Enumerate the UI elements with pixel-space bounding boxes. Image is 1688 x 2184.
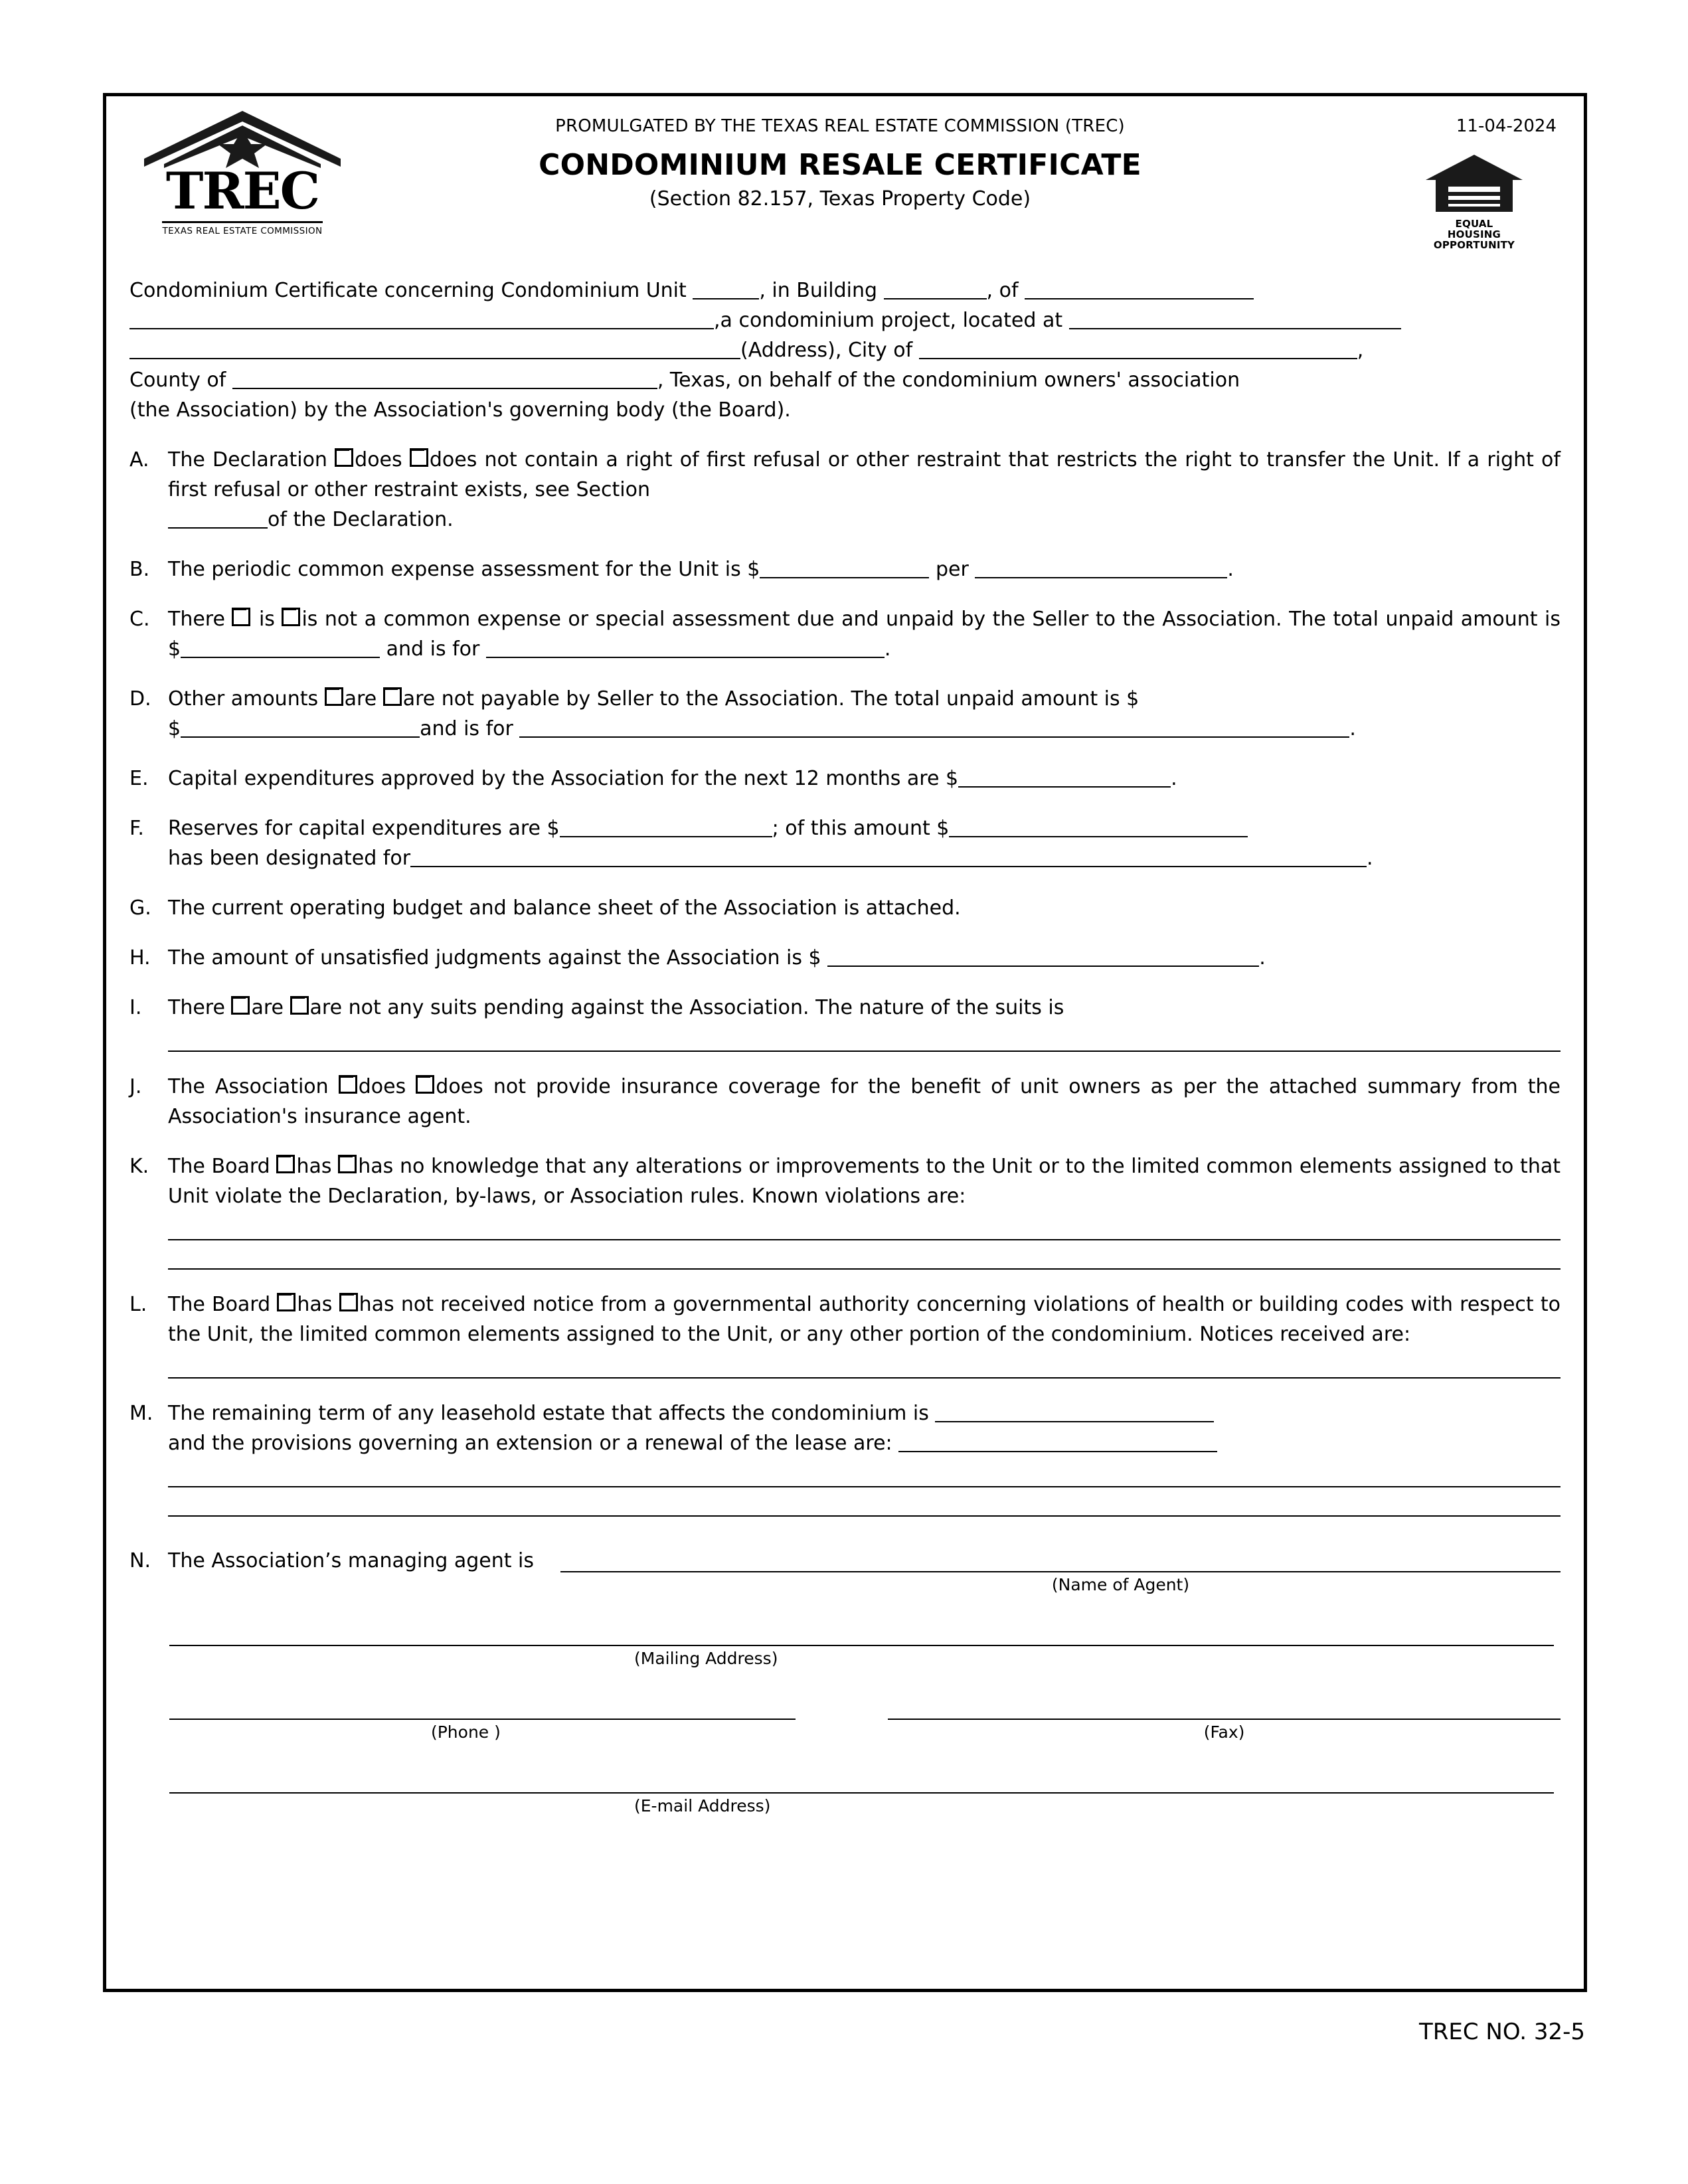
item-d	[129, 684, 1561, 744]
item-b-content: The periodic common expense assessment for the Unit is $ per .	[168, 558, 1234, 581]
item-i	[129, 993, 1561, 1052]
designated-for-blank[interactable]	[410, 846, 1367, 867]
item-j-label: J.	[129, 1075, 142, 1098]
item-a-content: The Declaration does does not contain a right of first refusal or other restraint that restricts the right to transfer the Unit. If a right of first refusal or other restraint exists, see Section of the Declaration.	[168, 448, 1561, 531]
suits-nature-blank[interactable]	[168, 1023, 1561, 1052]
page-subtitle: (Section 82.157, Texas Property Code)	[649, 187, 1031, 210]
checkbox-board-has-knowledge[interactable]	[276, 1155, 295, 1173]
checkbox-assessment-is-not[interactable]	[282, 608, 300, 626]
declaration-section-blank[interactable]	[168, 507, 268, 529]
known-violations-blank-2[interactable]	[168, 1240, 1561, 1270]
document-header	[129, 110, 1561, 269]
agent-fax-caption: (Fax)	[1203, 1722, 1245, 1742]
item-b	[129, 554, 1561, 584]
lease-extension-blank[interactable]	[898, 1431, 1217, 1452]
item-k	[129, 1151, 1561, 1270]
intro-line-2: ,a condominium project, located at	[129, 305, 1561, 335]
unit-blank[interactable]	[693, 278, 759, 299]
agent-fax-blank[interactable]	[888, 1696, 1561, 1720]
header-center	[349, 116, 1331, 210]
item-m-label: M.	[129, 1402, 153, 1425]
reserves-amount-blank[interactable]	[560, 816, 772, 837]
checkbox-assessment-is[interactable]	[232, 608, 250, 626]
item-k-label: K.	[129, 1155, 149, 1178]
item-f-label: F.	[129, 817, 144, 840]
item-f-content: Reserves for capital expenditures are $ ; of this amount $ has been designated for .	[168, 817, 1373, 870]
checkbox-insurance-does[interactable]	[339, 1075, 357, 1094]
trec-house-icon	[143, 110, 342, 168]
leasehold-term-blank[interactable]	[935, 1401, 1214, 1422]
checkbox-declaration-does[interactable]	[335, 448, 353, 467]
item-a-label: A.	[129, 448, 149, 471]
agent-name-blank[interactable]	[560, 1547, 1561, 1572]
house-icon	[1424, 153, 1524, 217]
project-name-blank[interactable]	[129, 308, 714, 329]
item-k-content: The Board has has no knowledge that any alterations or improvements to the Unit or to the limited common elements assigned to that Unit violate the Declaration, by-laws, or Association rules. Known violations are:	[168, 1151, 1561, 1270]
intro-line-5: (the Association) by the Association's governing body (the Board).	[129, 398, 791, 422]
item-m-content: The remaining term of any leasehold estate that affects the condominium is and the provisions governing an extension or a renewal of the lease are:	[168, 1398, 1561, 1517]
checkbox-suits-are-not[interactable]	[290, 996, 309, 1015]
checkbox-board-has-no-knowledge[interactable]	[338, 1155, 357, 1173]
item-l-label: L.	[129, 1293, 147, 1316]
checkbox-board-has-notice[interactable]	[277, 1293, 295, 1311]
item-j	[129, 1072, 1561, 1132]
item-n-label: N.	[129, 1549, 151, 1572]
other-unpaid-reason-blank[interactable]	[519, 716, 1349, 738]
trec-wordmark: TREC	[165, 161, 319, 220]
intro-paragraph	[129, 276, 1561, 425]
intro-line-4: County of , Texas, on behalf of the condominium owners' association	[129, 369, 1240, 392]
building-blank[interactable]	[884, 278, 987, 299]
assessment-amount-blank[interactable]	[760, 557, 929, 578]
item-h-content: The amount of unsatisfied judgments against the Association is $ .	[168, 946, 1266, 969]
document-content	[129, 110, 1561, 1815]
agent-phone-blank[interactable]	[169, 1696, 796, 1720]
checkbox-suits-are[interactable]	[231, 996, 250, 1015]
trec-logo	[139, 110, 345, 236]
item-h	[129, 943, 1561, 973]
item-g	[129, 893, 1561, 923]
item-g-label: G.	[129, 896, 151, 920]
item-e-content: Capital expenditures approved by the Association for the next 12 months are $ .	[168, 767, 1177, 790]
form-date: 11-04-2024	[1456, 116, 1557, 136]
item-l	[129, 1290, 1561, 1379]
checkbox-other-amounts-are-not[interactable]	[383, 687, 402, 706]
item-g-content: The current operating budget and balance sheet of the Association is attached.	[168, 896, 961, 920]
agent-phone-fax-row	[129, 1696, 1561, 1742]
notices-received-blank-1[interactable]	[168, 1349, 1561, 1379]
item-c-content: There is is not a common expense or special assessment due and unpaid by the Seller to the Association. The total unpaid amount is $ and is for .	[168, 608, 1561, 661]
designated-amount-blank[interactable]	[949, 816, 1248, 837]
item-i-content: There are are not any suits pending against the Association. The nature of the suits is	[168, 993, 1561, 1052]
agent-mailing-caption: (Mailing Address)	[634, 1649, 778, 1668]
lease-provisions-blank-2[interactable]	[168, 1487, 1561, 1517]
agent-email-blank[interactable]	[169, 1770, 1554, 1794]
item-j-content: The Association does does not provide insurance coverage for the benefit of unit owners as per the attached summary from the Association's insurance agent.	[168, 1075, 1561, 1128]
assessment-period-blank[interactable]	[975, 557, 1227, 578]
item-n-text: The Association’s managing agent is	[168, 1549, 534, 1572]
agent-fax-col	[888, 1696, 1561, 1742]
item-n	[129, 1547, 1561, 1815]
item-e-label: E.	[129, 767, 149, 790]
agent-mailing-address-blank[interactable]	[169, 1622, 1554, 1646]
agent-name-row	[129, 1547, 1561, 1572]
item-i-label: I.	[129, 996, 142, 1019]
unpaid-reason-blank[interactable]	[486, 637, 885, 658]
known-violations-blank-1[interactable]	[168, 1211, 1561, 1240]
form-number: TREC NO. 32-5	[1418, 2019, 1585, 2045]
capital-expenditures-blank[interactable]	[958, 766, 1171, 788]
agent-email-caption: (E-mail Address)	[634, 1796, 771, 1815]
item-c-label: C.	[129, 608, 150, 631]
item-l-content: The Board has has not received notice from a governmental authority concerning violations of health or building codes with respect to the Unit, the limited common elements assigned to the Unit, or any other portion of the condominium. Notices received are:	[168, 1290, 1561, 1379]
intro-line-3: (Address), City of ,	[129, 335, 1561, 365]
other-unpaid-amount-blank[interactable]	[181, 716, 420, 738]
trec-subtext: TEXAS REAL ESTATE COMMISSION	[162, 221, 322, 236]
judgments-amount-blank[interactable]	[827, 946, 1259, 967]
county-blank[interactable]	[232, 368, 657, 389]
checkbox-declaration-does-not[interactable]	[410, 448, 428, 467]
city-blank[interactable]	[919, 338, 1357, 359]
item-c	[129, 604, 1561, 664]
item-b-label: B.	[129, 558, 150, 581]
item-e	[129, 764, 1561, 794]
eho-label: EQUAL HOUSING OPPORTUNITY	[1433, 218, 1515, 251]
agent-phone-caption: (Phone )	[430, 1722, 501, 1742]
agent-phone-col	[129, 1696, 802, 1742]
item-d-label: D.	[129, 687, 151, 711]
item-h-label: H.	[129, 946, 151, 969]
of-blank[interactable]	[1025, 278, 1254, 299]
page-title: CONDOMINIUM RESALE CERTIFICATE	[539, 148, 1141, 182]
checkbox-board-has-not-notice[interactable]	[339, 1293, 358, 1311]
promulgated-line: PROMULGATED BY THE TEXAS REAL ESTATE COMMISSION (TREC)	[555, 116, 1125, 136]
item-f	[129, 813, 1561, 873]
item-a	[129, 445, 1561, 535]
agent-name-caption: (Name of Agent)	[1051, 1575, 1190, 1594]
located-at-blank[interactable]	[1069, 308, 1401, 329]
lease-provisions-blank-1[interactable]	[168, 1458, 1561, 1487]
item-m	[129, 1398, 1561, 1517]
intro-line-1: Condominium Certificate concerning Condominium Unit , in Building , of	[129, 276, 1561, 305]
checkbox-other-amounts-are[interactable]	[325, 687, 343, 706]
address-blank[interactable]	[129, 338, 740, 359]
unpaid-amount-blank[interactable]	[181, 637, 380, 658]
equal-housing-opportunity-logo	[1414, 153, 1534, 250]
checkbox-insurance-does-not[interactable]	[416, 1075, 434, 1094]
item-d-content: Other amounts are are not payable by Seller to the Association. The total unpaid amount is $ $ and is for .	[168, 687, 1356, 740]
